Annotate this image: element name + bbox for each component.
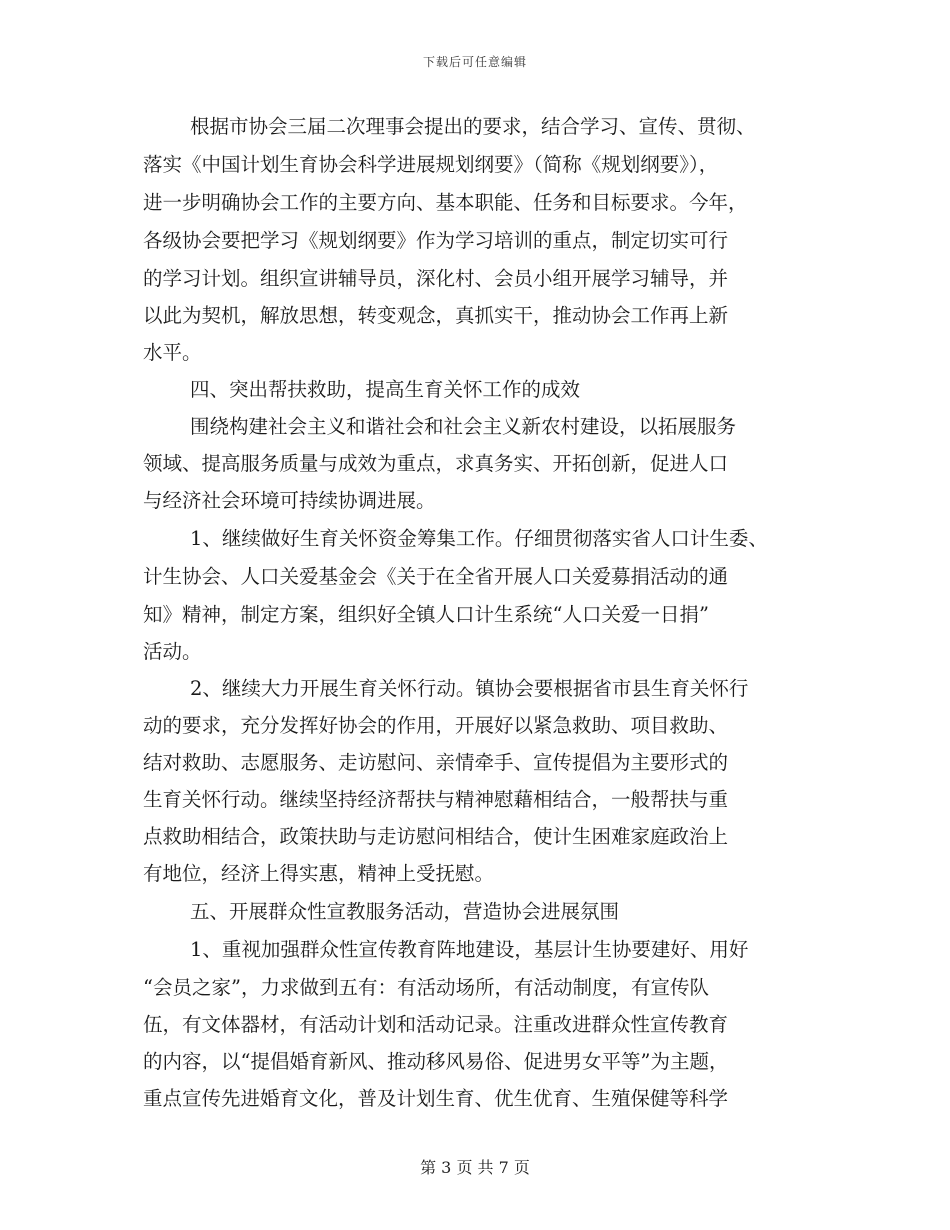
body-line: 计生协会、人口关爱基金会《关于在全省开展人口关爱募捐活动的通: [143, 565, 729, 588]
body-line: 落实《中国计划生育协会科学进展规划纲要》（简称《规划纲要》），: [143, 153, 719, 176]
body-line: 2、继续大力开展生育关怀行动。镇协会要根据省市县生育关怀行: [190, 677, 749, 700]
body-line: 动的要求，充分发挥好协会的作用，开展好以紧急救助、项目救助、: [143, 714, 729, 737]
body-line: 1、继续做好生育关怀资金筹集工作。仔细贯彻落实省人口计生委、: [190, 527, 768, 550]
body-line: 生育关怀行动。继续坚持经济帮扶与精神慰藉相结合，一般帮扶与重: [143, 788, 729, 811]
page-footer: 第 3 页 共 7 页: [420, 1158, 530, 1177]
body-line: 活动。: [143, 640, 202, 663]
body-line: 有地位，经济上得实惠，精神上受抚慰。: [143, 862, 495, 885]
section-heading: 四、突出帮扶救助，提高生育关怀工作的成效: [190, 378, 581, 401]
body-line: 围绕构建社会主义和谐社会和社会主义新农村建设，以拓展服务: [190, 415, 737, 438]
body-line: “会员之家”，力求做到五有：有活动场所，有活动制度，有宣传队: [143, 976, 709, 999]
body-line: 的学习计划。组织宣讲辅导员，深化村、会员小组开展学习辅导，并: [143, 267, 729, 290]
body-line: 结对救助、志愿服务、走访慰问、亲情牵手、宣传提倡为主要形式的: [143, 751, 729, 774]
body-line: 重点宣传先进婚育文化，普及计划生育、优生优育、生殖保健等科学: [143, 1087, 729, 1110]
body-line: 点救助相结合，政策扶助与走访慰问相结合，使计生困难家庭政治上: [143, 825, 729, 848]
body-line: 1、重视加强群众性宣传教育阵地建设，基层计生协要建好、用好: [190, 938, 749, 961]
body-line: 伍，有文体器材，有活动计划和活动记录。注重改进群众性宣传教育: [143, 1013, 729, 1036]
body-line: 根据市协会三届二次理事会提出的要求，结合学习、宣传、贯彻、: [190, 115, 756, 138]
body-line: 领域、提高服务质量与成效为重点，求真务实、开拓创新，促进人口: [143, 452, 729, 475]
body-line: 知》精神，制定方案，组织好全镇人口计生系统“人口关爱一日捐”: [143, 603, 709, 626]
body-line: 进一步明确协会工作的主要方向、基本职能、任务和目标要求。今年，: [143, 191, 748, 214]
body-line: 与经济社会环境可持续协调进展。: [143, 489, 436, 512]
body-line: 水平。: [143, 341, 202, 364]
section-heading: 五、开展群众性宣教服务活动，营造协会进展氛围: [190, 900, 620, 923]
body-line: 的内容，以“提倡婚育新风、推动移风易俗、促进男女平等”为主题，: [143, 1050, 729, 1073]
body-line: 各级协会要把学习《规划纲要》作为学习培训的重点，制定切实可行: [143, 229, 729, 252]
body-line: 以此为契机，解放思想，转变观念，真抓实干，推动协会工作再上新: [143, 304, 729, 327]
page-header: 下载后可任意编辑: [422, 55, 527, 69]
